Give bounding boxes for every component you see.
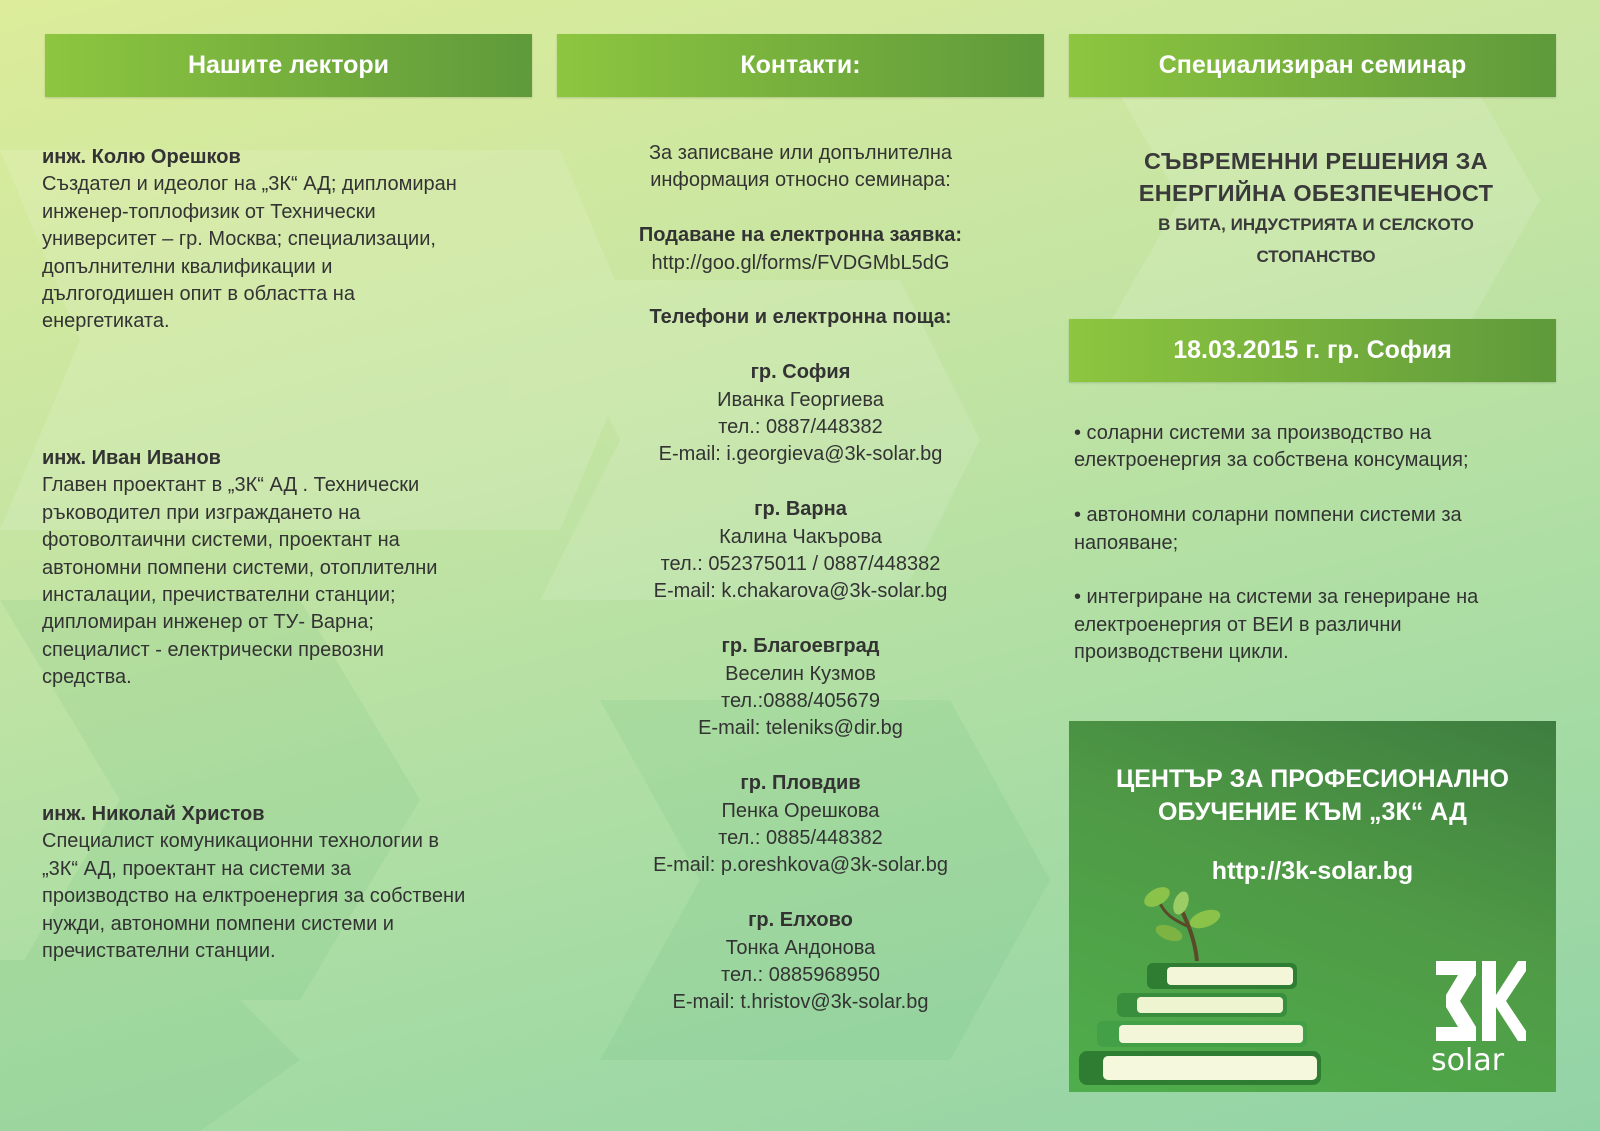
topic-item: • соларни системи за производство на електроенергия за собствена консумация; [1074, 422, 1469, 472]
contact-email[interactable]: E-mail: p.oreshkova@3k-solar.bg [653, 854, 948, 877]
contacts-intro-line: За записване или допълнителна [648, 142, 953, 164]
seminar-banner: Специализиран семинар [1069, 34, 1556, 97]
lecturer-bio-line: дипломиран инженер от ТУ- Варна; [42, 611, 374, 634]
contact-city: гр. Благоевград [721, 635, 880, 658]
seminar-subtitle-line: В БИТА, ИНДУСТРИЯТА И СЕЛСКОТО [1158, 215, 1474, 234]
apply-heading: Подаване на електронна заявка: [638, 224, 963, 247]
training-center-line: ЦЕНТЪР ЗА ПРОФЕСИОНАЛНО [1116, 765, 1509, 793]
contact-city: гр. Пловдив [740, 772, 861, 795]
contact-phone: тел.: 0887/448382 [718, 416, 883, 439]
lecturer-bio-line: инженер-топлофизик от Технически [42, 200, 376, 223]
contact-email[interactable]: E-mail: i.georgieva@3k-solar.bg [658, 443, 943, 466]
contact-person: Иванка Георгиева [717, 388, 884, 411]
lecturer-bio-line: нужди, автономни помпени системи и [42, 912, 394, 935]
lecturer-name: инж. Николай Христов [42, 803, 265, 825]
website-link[interactable]: http://3k-solar.bg [1211, 857, 1414, 885]
books-with-sprout-icon [1077, 881, 1337, 1091]
lecturer-2 [42, 445, 542, 692]
training-center-name [1069, 763, 1556, 829]
contacts-banner: Контакти: [557, 34, 1044, 97]
lecturer-bio-line: фотоволтаични системи, проектант на [42, 529, 400, 552]
lecturer-bio-line: дългогодишен опит в областта на [42, 283, 355, 306]
contact-phone: тел.: 0885/448382 [718, 827, 883, 850]
contact-phone: тел.:0888/405679 [721, 690, 880, 713]
lecturer-bio-line: инсталации, пречиствателни станции; [42, 584, 396, 607]
seminar-title-line: ЕНЕРГИЙНА ОБЕЗПЕЧЕНОСТ [1138, 180, 1494, 206]
lecturer-1 [42, 144, 542, 336]
contact-email[interactable]: E-mail: k.chakarova@3k-solar.bg [653, 580, 948, 603]
seminar-title-line: СЪВРЕМЕННИ РЕШЕНИЯ ЗА [1144, 148, 1488, 174]
lecturer-bio-line: производство на елктроенергия за собствени [42, 885, 466, 908]
lecturer-bio-line: университет – гр. Москва; специализации, [42, 228, 436, 251]
contact-city: гр. Елхово [748, 909, 853, 932]
seminar-topics [1074, 420, 1554, 694]
training-center-line: ОБУЧЕНИЕ КЪМ „3К“ АД [1158, 798, 1467, 826]
seminar-title [1069, 145, 1563, 273]
contact-city: гр. Варна [754, 498, 847, 521]
contact-person: Пенка Орешкова [721, 799, 880, 822]
lecturer-bio-line: средства. [42, 666, 132, 689]
contact-person: Калина Чакърова [719, 525, 882, 548]
lecturer-bio-line: „3К“ АД, проектант на системи за [42, 857, 352, 880]
contact-phone: тел.: 052375011 / 0887/448382 [660, 553, 941, 576]
lecturer-3 [42, 801, 542, 965]
apply-link[interactable]: http://goo.gl/forms/FVDGMbL5dG [651, 251, 950, 274]
lecturer-bio-line: специалист - електрически превозни [42, 638, 384, 661]
contact-email[interactable]: E-mail: t.hristov@3k-solar.bg [672, 991, 929, 1014]
contact-phone: тел.: 0885968950 [721, 964, 880, 987]
contact-email[interactable]: E-mail: teleniks@dir.bg [698, 717, 903, 740]
date-place-banner: 18.03.2015 г. гр. София [1069, 319, 1556, 382]
logo-solar-text: solar [1431, 1043, 1505, 1078]
lecturer-name: инж. Колю Орешков [42, 146, 241, 168]
lecturer-bio-line: автономни помпени системи, отоплителни [42, 556, 438, 579]
contact-city: гр. София [750, 361, 851, 384]
lecturer-bio-line: Специалист комуникационни технологии в [42, 830, 440, 853]
lecturers-banner: Нашите лектори [45, 34, 532, 97]
contact-person: Тонка Андонова [725, 936, 876, 959]
seminar-subtitle-line: СТОПАНСТВО [1256, 247, 1376, 266]
topic-item: • автономни соларни помпени системи за напояване; [1074, 504, 1462, 554]
lecturer-bio-line: енергетиката. [42, 310, 170, 333]
topic-item: • интегриране на системи за генериране на електроенергия от ВЕИ в различни производствени цикли. [1074, 586, 1479, 664]
lecturer-bio-line: Главен проектант в „3К“ АД . Технически [42, 474, 420, 497]
3k-logo-icon [1436, 961, 1526, 1045]
training-center-box [1069, 721, 1556, 1092]
lecturer-bio-line: пречиствателни станции. [42, 940, 276, 963]
contact-person: Веселин Кузмов [725, 662, 876, 685]
lecturer-bio-line: Създател и идеолог на „3К“ АД; дипломиран [42, 173, 457, 196]
lecturer-name: инж. Иван Иванов [42, 447, 221, 469]
lecturer-bio-line: ръководител при изграждането на [42, 501, 361, 524]
contacts-intro-line: информация относно семинара: [650, 169, 951, 192]
phones-heading: Телефони и електронна поща: [649, 306, 952, 329]
lecturer-bio-line: допълнителни квалификации и [42, 255, 333, 278]
contacts-section [557, 140, 1044, 1017]
